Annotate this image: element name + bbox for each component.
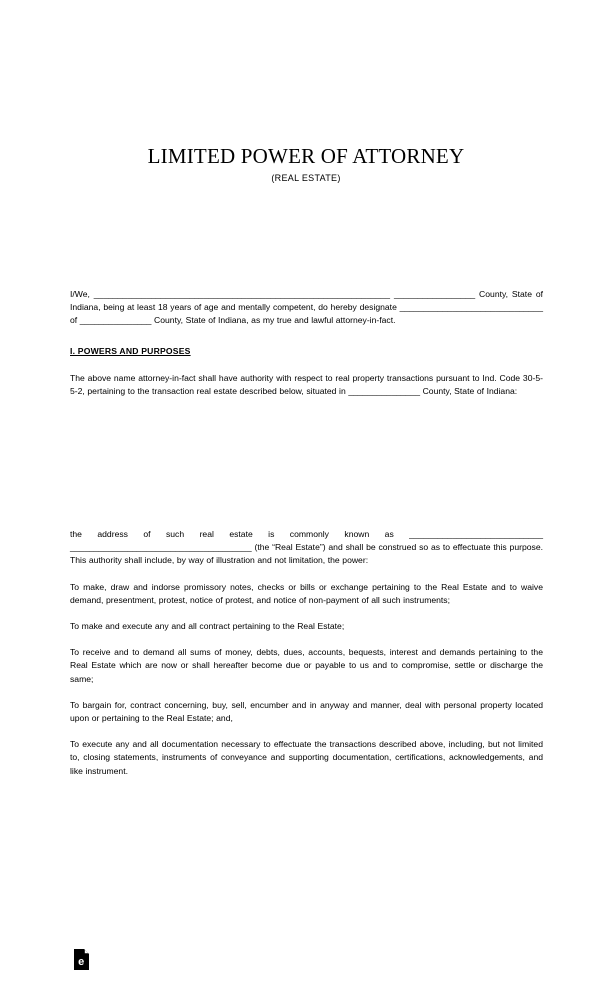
powers-paragraph-execute-documentation: To execute any and all documentation necessary to effectuate the transactions described above, including, but not limited to, closing statements, instruments of conveyance and supporting documentation, certifications, acknowledgements, and like instrument. bbox=[70, 739, 543, 776]
intro-paragraph: I/We, ______________________________________________________________ _________________ County, State of Indiana, being at least 18 years of age and mentally competent, do hereby designate ______________________________ of _______________ County, State of Indiana, as my true and lawful attorney-in-fact. bbox=[70, 289, 543, 326]
powers-paragraph-address: the address of such real estate is commonly known as ____________________________ ______________________________________ (the “Real Estate”) and shall be construed so as to effectuate this purpose. This authority shall include, by way of illustration and not limitation, the power: bbox=[70, 529, 543, 566]
spacer bbox=[70, 633, 543, 646]
legal-description-blank-area bbox=[70, 398, 543, 528]
title-block bbox=[0, 144, 612, 184]
powers-paragraph-receive-demand: To receive and to demand all sums of money, debts, dues, accounts, bequests, interest and demands pertaining to the Real Estate which are now or shall hereafter become due or payable to us and to compromise, settle or discharge the same; bbox=[70, 647, 543, 684]
section-heading-powers-and-purposes: I. POWERS AND PURPOSES bbox=[70, 345, 191, 356]
powers-paragraph-authority: The above name attorney-in-fact shall have authority with respect to real property transactions pursuant to Ind. Code 30-5-5-2, pertaining to the transaction real estate described below, situated in _______________ County, State of Indiana: bbox=[70, 372, 543, 396]
document-body bbox=[70, 288, 543, 778]
section-heading-wrap bbox=[70, 341, 543, 359]
spacer bbox=[70, 568, 543, 581]
page-title: LIMITED POWER OF ATTORNEY bbox=[147, 144, 465, 168]
powers-paragraph-bargain: To bargain for, contract concerning, buy, sell, encumber and in anyway and manner, deal with personal property located upon or pertaining to the Real Estate; and, bbox=[70, 699, 543, 724]
spacer bbox=[70, 328, 543, 341]
page-subtitle: (REAL ESTATE) bbox=[271, 173, 341, 183]
document-page-icon bbox=[74, 949, 89, 970]
spacer bbox=[70, 607, 543, 620]
spacer bbox=[70, 686, 543, 699]
powers-paragraph-contracts: To make and execute any and all contract pertaining to the Real Estate; bbox=[70, 621, 345, 632]
powers-paragraph-promissory-notes: To make, draw and indorse promissory notes, checks or bills or exchange pertaining to the Real Estate and to waive demand, presentment, protest, notice of protest, and notice of non-payment of all such instruments; bbox=[70, 581, 543, 605]
spacer bbox=[70, 725, 543, 738]
eforms-logo bbox=[74, 949, 89, 970]
svg-text:e: e bbox=[78, 956, 85, 969]
spacer bbox=[70, 359, 543, 372]
